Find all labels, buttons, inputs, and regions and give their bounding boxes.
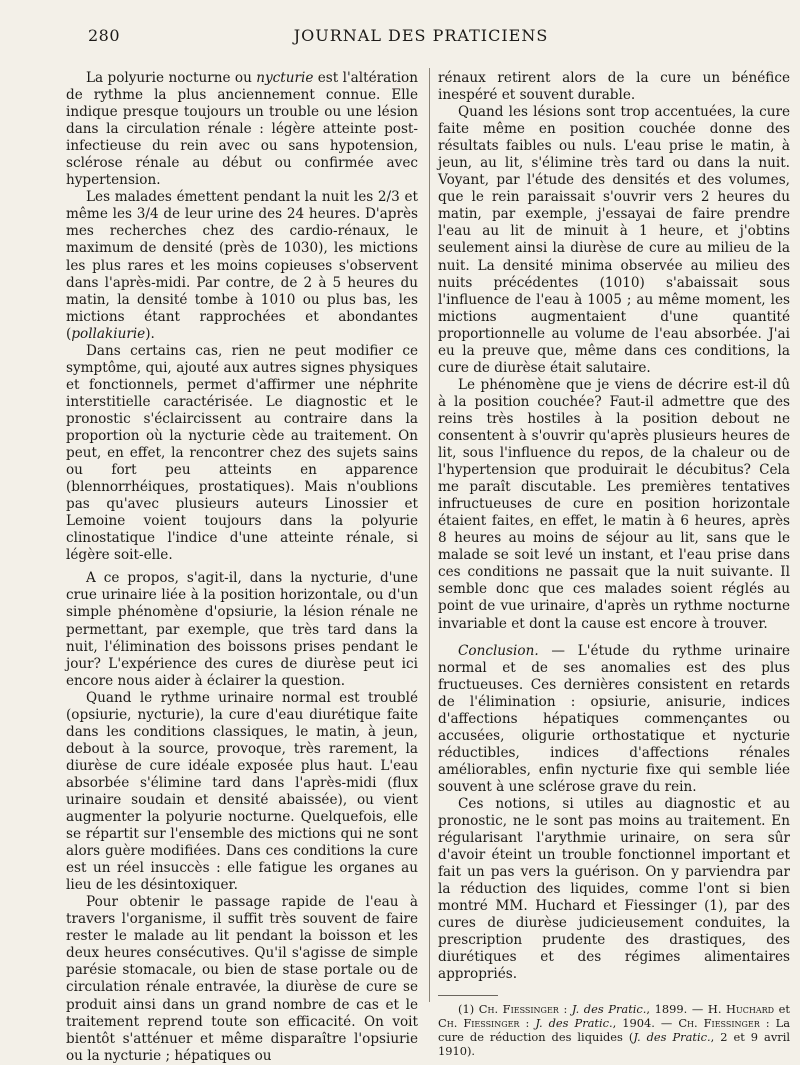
paragraph: Quand les lésions sont trop accentuées, la cure faite même en position couchée donne des résultats faibles ou nuls. L'eau prise le matin, à jeun, au lit, s'élimine très tard ou dans la nuit. Voyant, par l'étude des densités et des volumes, que le rein paraissait s'ouvrir vers 2 heures du matin, par exemple, j'essayai de faire prendre l'eau au lit de minuit à 1 heure, et j'obtins seulement ainsi la diurèse de cure au milieu de la nuit. La densité minima observée au milieu des nuits précédentes (1010) s'abaissait sous l'influence de l'eau à 1005 ; au même moment, les mictions augmentaient d'une quantité proportionnelle au volume de l'eau absorbée. J'ai eu la preuve que, même dans ces conditions, la cure de diurèse était salutaire. [438, 104, 790, 376]
page-number: 280 [88, 26, 121, 45]
paragraph: Pour obtenir le passage rapide de l'eau à travers l'organisme, il suffit très souvent de faire rester le malade au lit pendant la boisson et les deux heures consécutives. Qu'il s'agisse de simple parésie stomacale, ou bien de stase portale ou de circulation rénale entravée, la diurèse de cure se produit ainsi dans un grand nombre de cas et le traitement reprend toute son efficacité. On voit bientôt s'atténuer et même disparaître l'opsiurie ou la nycturie ; hépatiques ou [66, 894, 418, 1064]
paragraph: La polyurie nocturne ou nycturie est l'altération de rythme la plus anciennement connue. Elle indique presque toujours un trouble ou une lésion dans la circulation rénale : légère atteinte post-infectieuse du rein avec ou sans hypotension, sclérose rénale au début ou confirmée avec hypertension. [66, 70, 418, 189]
paragraph: rénaux retirent alors de la cure un bénéfice inespéré et souvent durable. [438, 70, 790, 104]
paragraph: Le phénomène que je viens de décrire est-il dû à la position couchée? Faut-il admettre que des reins très hostiles à la position debout ne consentent à s'ouvrir qu'après plusieurs heures de lit, sous l'influence du repos, de la chaleur ou de l'hypertension que produirait le décubitus? Cela me paraît discutable. Les premières tentatives infructueuses de cure en position horizontale étaient faites, en effet, le matin à 6 heures, après 8 heures au moins de séjour au lit, sans que le malade se soit levé un instant, et l'eau prise dans ces conditions ne passait que la nuit suivante. Il semble donc que ces malades soient réglés au point de vue urinaire, d'après un rythme nocturne invariable et dont la cause est encore à trouver. [438, 376, 790, 632]
paragraph: Ces notions, si utiles au diagnostic et au pronostic, ne le sont pas moins au traitement. En régularisant l'arythmie urinaire, on sera sûr d'avoir éteint un trouble fonctionnel important et fait un pas vers la guérison. On y parviendra par la réduction des liquides, comme l'ont si bien montré MM. Huchard et Fiessinger (1), par des cures de diurèse judicieusement conduites, la prescription prudente des drastiques, des diurétiques et des régimes alimentaires appropriés. [438, 795, 790, 983]
paragraph: Les malades émettent pendant la nuit les 2/3 et même les 3/4 de leur urine des 24 heures. D'après mes recherches chez des cardio-rénaux, le maximum de densité (près de 1030), les mictions les plus rares et les moins copieuses s'observent dans l'après-midi. Par contre, de 2 à 5 heures du matin, la densité tombe à 1010 ou plus bas, les mictions étant rapprochées et abondantes (pollakiurie). [66, 189, 418, 342]
conclusion-paragraph: Conclusion. — L'étude du rythme urinaire normal et de ses anomalies est des plus fructueuses. Ces dernières consistent en retards de l'élimination : opsiurie, anisurie, indices d'affections hépatiques commençantes ou accusées, oligurie orthostatique et nycturie réductibles, indices d'affections rénales améliorables, enfin nycturie fixe qui semble liée souvent à une sclérose grave du rein. [438, 642, 790, 795]
paragraph: Dans certains cas, rien ne peut modifier ce symptôme, qui, ajouté aux autres signes physiques et fonctionnels, permet d'affirmer une néphrite interstitielle caractérisée. Le diagnostic et le pronostic s'éclaircissent au contraire dans la proportion où la nycturie cède au traitement. On peut, en effet, la rencontrer chez des sujets sains ou fort peu atteints en apparence (blennorrhéiques, prostatiques). Mais n'oublions pas qu'avec plusieurs auteurs Linossier et Lemoine voient toujours dans la polyurie clinostatique l'indice d'une atteinte rénale, si légère soit-elle. [66, 342, 418, 564]
right-column [438, 70, 790, 1058]
column-divider [429, 68, 430, 1002]
paragraph: Quand le rythme urinaire normal est troublé (opsiurie, nycturie), la cure d'eau diurétique faite dans les conditions classiques, le matin, à jeun, debout à la source, provoque, très rarement, la diurèse de cure idéale exposée plus haut. L'eau absorbée s'élimine tard dans l'après-midi (flux urinaire soudain et densité abaissée), ou vient augmenter la polyurie nocturne. Quelquefois, elle se répartit sur l'ensemble des mictions qui ne sont alors guère modifiées. Dans ces conditions la cure est un réel insuccès : elle fatigue les organes au lieu de les désintoxiquer. [66, 689, 418, 894]
footnote-divider [438, 995, 498, 996]
paragraph: A ce propos, s'agit-il, dans la nycturie, d'une crue urinaire liée à la position horizontale, ou d'un simple phénomène d'opsiurie, la lésion rénale ne permettant, par exemple, que très tard dans la nuit, l'élimination des boissons prises pendant le jour? L'expérience des cures de diurèse peut ici encore nous aider à éclairer la question. [66, 570, 418, 689]
running-title: JOURNAL DES PRATICIENS [293, 26, 549, 45]
page-header [60, 26, 782, 48]
footnote: (1) Ch. Fiessinger : J. des Pratic., 1899. — H. Huchard et Ch. Fiessinger : J. des Pratic., 1904. — Ch. Fiessinger : La cure de réduction des liquides (J. des Pratic., 2 et 9 avril 1910). [438, 1002, 791, 1059]
left-column [66, 70, 418, 1065]
